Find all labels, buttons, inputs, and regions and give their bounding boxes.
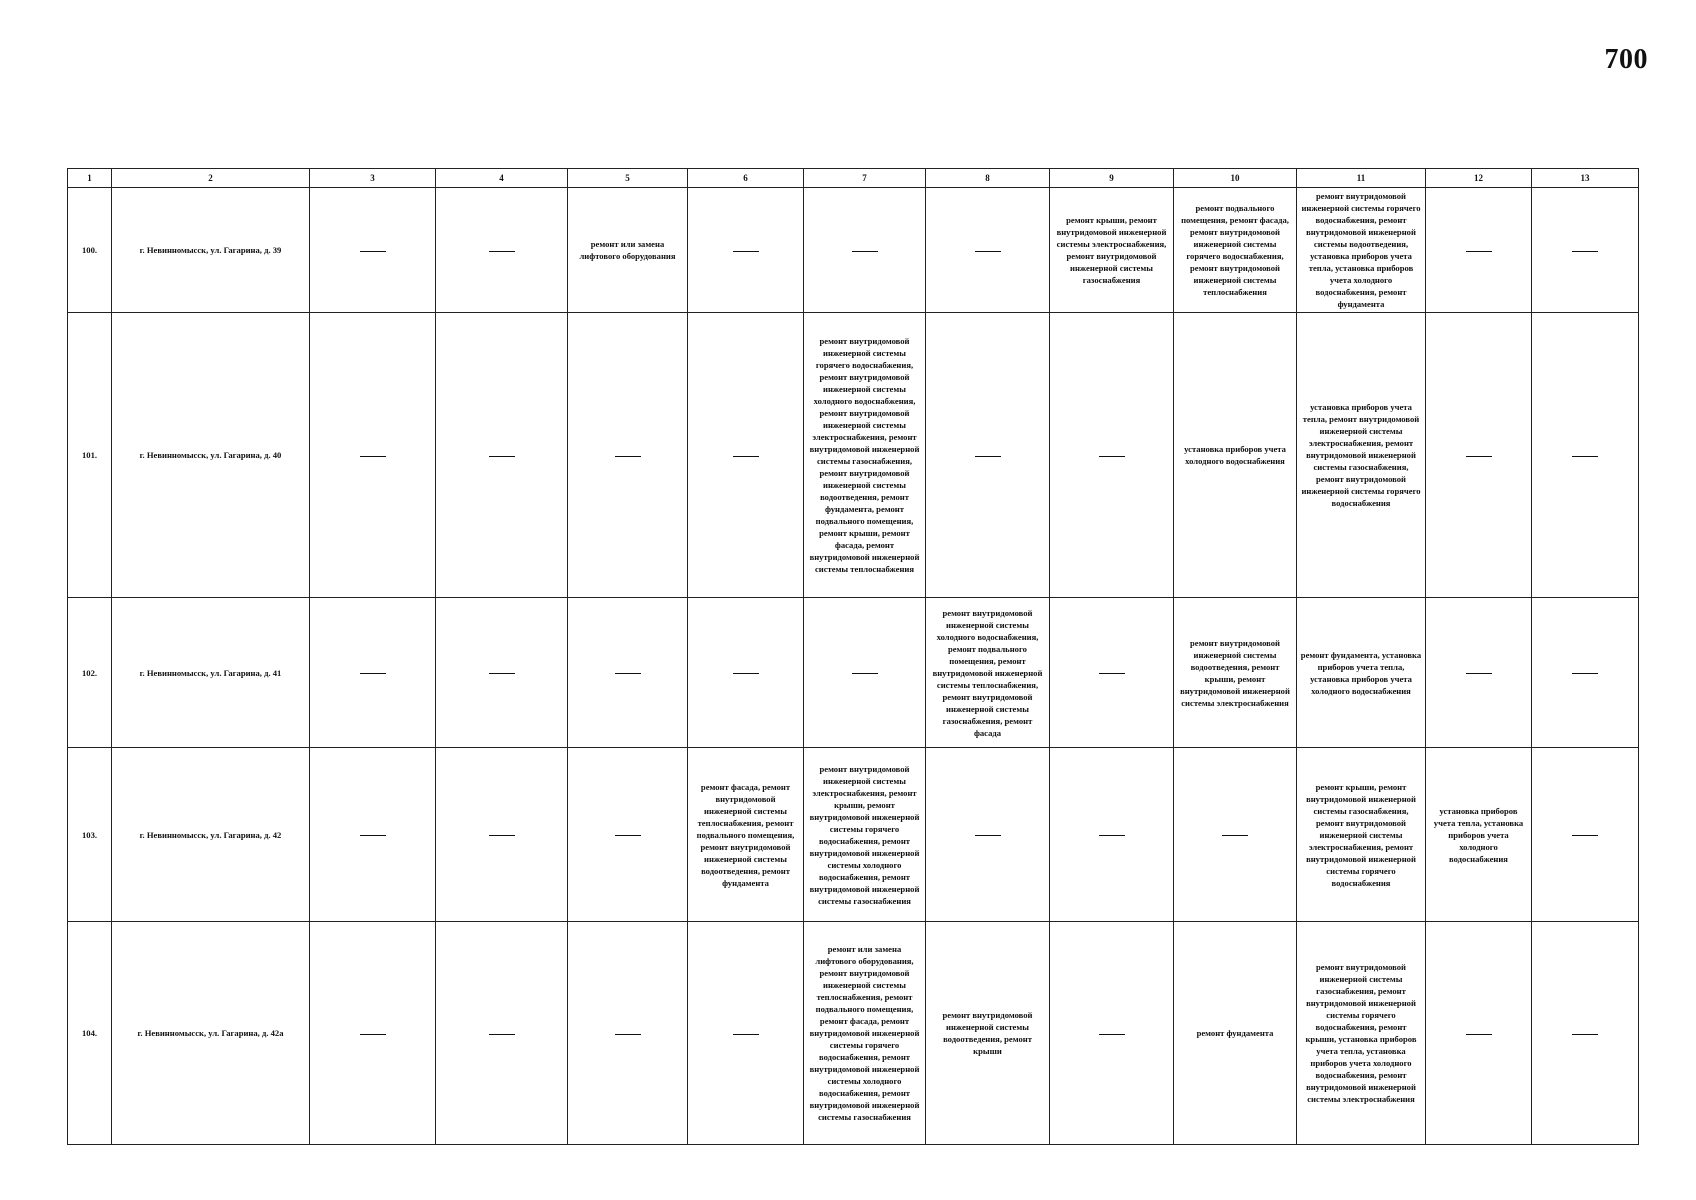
dash-mark <box>1572 251 1598 252</box>
table-row <box>68 748 1639 922</box>
dash-mark <box>1466 251 1492 252</box>
empty-dash-cell <box>1426 598 1532 748</box>
dash-mark <box>1099 673 1125 674</box>
work-type-cell: ремонт внутридомовой инженерной системы горячего водоснабжения, ремонт внутридомовой инженерной системы водоотведения, установка приборов учета тепла, установка приборов учета холодного водоснабжения, ремонт фундамента <box>1297 188 1426 313</box>
column-number-header: 1 <box>68 169 112 188</box>
dash-mark <box>360 251 386 252</box>
empty-dash-cell <box>310 188 436 313</box>
work-type-cell: ремонт подвального помещения, ремонт фасада, ремонт внутридомовой инженерной системы горячего водоснабжения, ремонт внутридомовой инженерной системы теплоснабжения <box>1174 188 1297 313</box>
address-cell: г. Невинномысск, ул. Гагарина, д. 40 <box>112 313 310 598</box>
empty-dash-cell <box>568 598 688 748</box>
empty-dash-cell <box>1532 313 1639 598</box>
dash-mark <box>852 251 878 252</box>
empty-dash-cell <box>688 922 804 1145</box>
empty-dash-cell <box>1050 598 1174 748</box>
work-type-cell: ремонт фундамента, установка приборов учета тепла, установка приборов учета холодного водоснабжения <box>1297 598 1426 748</box>
empty-dash-cell <box>688 188 804 313</box>
empty-dash-cell <box>926 313 1050 598</box>
dash-mark <box>360 456 386 457</box>
dash-mark <box>489 456 515 457</box>
row-number: 104. <box>68 922 112 1145</box>
dash-mark <box>615 835 641 836</box>
dash-mark <box>1099 456 1125 457</box>
work-type-cell: ремонт внутридомовой инженерной системы горячего водоснабжения, ремонт внутридомовой инженерной системы холодного водоснабжения, ремонт внутридомовой инженерной системы электроснабжения, ремонт внутридомовой инженерной системы газоснабжения, ремонт внутридомовой инженерной системы водоотведения, ремонт фундамента, ремонт подвального помещения, ремонт крыши, ремонт фасада, ремонт внутридомовой инженерной системы теплоснабжения <box>804 313 926 598</box>
empty-dash-cell <box>436 748 568 922</box>
column-number-header: 10 <box>1174 169 1297 188</box>
empty-dash-cell <box>1050 748 1174 922</box>
empty-dash-cell <box>1532 748 1639 922</box>
work-type-cell: ремонт внутридомовой инженерной системы электроснабжения, ремонт крыши, ремонт внутридомовой инженерной системы горячего водоснабжения, ремонт внутридомовой инженерной системы холодного водоснабжения, ремонт внутридомовой инженерной системы газоснабжения <box>804 748 926 922</box>
column-number-header: 13 <box>1532 169 1639 188</box>
row-number: 101. <box>68 313 112 598</box>
dash-mark <box>1466 673 1492 674</box>
empty-dash-cell <box>310 598 436 748</box>
address-cell: г. Невинномысск, ул. Гагарина, д. 42 <box>112 748 310 922</box>
empty-dash-cell <box>688 598 804 748</box>
work-type-cell: ремонт фундамента <box>1174 922 1297 1145</box>
work-type-cell: ремонт внутридомовой инженерной системы холодного водоснабжения, ремонт подвального помещения, ремонт внутридомовой инженерной системы теплоснабжения, ремонт внутридомовой инженерной системы газоснабжения, ремонт фасада <box>926 598 1050 748</box>
empty-dash-cell <box>1532 188 1639 313</box>
dash-mark <box>733 1034 759 1035</box>
empty-dash-cell <box>436 598 568 748</box>
column-number-header: 8 <box>926 169 1050 188</box>
work-type-cell: ремонт фасада, ремонт внутридомовой инженерной системы теплоснабжения, ремонт подвального помещения, ремонт внутридомовой инженерной системы водоотведения, ремонт фундамента <box>688 748 804 922</box>
empty-dash-cell <box>568 313 688 598</box>
dash-mark <box>1466 456 1492 457</box>
empty-dash-cell <box>804 188 926 313</box>
empty-dash-cell <box>1532 922 1639 1145</box>
dash-mark <box>489 1034 515 1035</box>
work-type-cell: установка приборов учета холодного водоснабжения <box>1174 313 1297 598</box>
dash-mark <box>489 835 515 836</box>
dash-mark <box>733 456 759 457</box>
empty-dash-cell <box>1050 922 1174 1145</box>
dash-mark <box>975 835 1001 836</box>
column-number-header: 12 <box>1426 169 1532 188</box>
dash-mark <box>733 251 759 252</box>
work-type-cell: ремонт крыши, ремонт внутридомовой инженерной системы электроснабжения, ремонт внутридомовой инженерной системы газоснабжения <box>1050 188 1174 313</box>
dash-mark <box>360 673 386 674</box>
empty-dash-cell <box>310 313 436 598</box>
address-cell: г. Невинномысск, ул. Гагарина, д. 42а <box>112 922 310 1145</box>
dash-mark <box>1572 1034 1598 1035</box>
table-row <box>68 598 1639 748</box>
table-row <box>68 188 1639 313</box>
work-type-cell: ремонт внутридомовой инженерной системы водоотведения, ремонт крыши <box>926 922 1050 1145</box>
column-number-header: 2 <box>112 169 310 188</box>
dash-mark <box>615 673 641 674</box>
dash-mark <box>1099 1034 1125 1035</box>
dash-mark <box>489 251 515 252</box>
row-number: 100. <box>68 188 112 313</box>
work-type-cell: ремонт или замена лифтового оборудования <box>568 188 688 313</box>
page-number: 700 <box>1604 44 1648 75</box>
address-cell: г. Невинномысск, ул. Гагарина, д. 39 <box>112 188 310 313</box>
empty-dash-cell <box>568 748 688 922</box>
empty-dash-cell <box>926 748 1050 922</box>
work-type-cell: ремонт или замена лифтового оборудования, ремонт внутридомовой инженерной системы теплоснабжения, ремонт подвального помещения, ремонт фасада, ремонт внутридомовой инженерной системы горячего водоснабжения, ремонт внутридомовой инженерной системы холодного водоснабжения, ремонт внутридомовой инженерной системы газоснабжения <box>804 922 926 1145</box>
work-type-cell: установка приборов учета тепла, установка приборов учета холодного водоснабжения <box>1426 748 1532 922</box>
empty-dash-cell <box>436 313 568 598</box>
empty-dash-cell <box>436 188 568 313</box>
table-row <box>68 922 1639 1145</box>
empty-dash-cell <box>436 922 568 1145</box>
dash-mark <box>1572 673 1598 674</box>
work-type-cell: ремонт внутридомовой инженерной системы водоотведения, ремонт крыши, ремонт внутридомовой инженерной системы электроснабжения <box>1174 598 1297 748</box>
empty-dash-cell <box>1426 188 1532 313</box>
dash-mark <box>1466 1034 1492 1035</box>
empty-dash-cell <box>1532 598 1639 748</box>
column-number-header: 5 <box>568 169 688 188</box>
column-number-header: 4 <box>436 169 568 188</box>
work-type-cell: ремонт внутридомовой инженерной системы газоснабжения, ремонт внутридомовой инженерной системы горячего водоснабжения, ремонт крыши, установка приборов учета тепла, установка приборов учета холодного водоснабжения, ремонт внутридомовой инженерной системы электроснабжения <box>1297 922 1426 1145</box>
column-number-header: 6 <box>688 169 804 188</box>
empty-dash-cell <box>1426 313 1532 598</box>
dash-mark <box>489 673 515 674</box>
dash-mark <box>975 251 1001 252</box>
work-type-cell: ремонт крыши, ремонт внутридомовой инженерной системы газоснабжения, ремонт внутридомовой инженерной системы электроснабжения, ремонт внутридомовой инженерной системы горячего водоснабжения <box>1297 748 1426 922</box>
dash-mark <box>975 456 1001 457</box>
empty-dash-cell <box>310 922 436 1145</box>
row-number: 103. <box>68 748 112 922</box>
empty-dash-cell <box>1050 313 1174 598</box>
dash-mark <box>360 1034 386 1035</box>
dash-mark <box>852 673 878 674</box>
empty-dash-cell <box>1426 922 1532 1145</box>
table-row <box>68 313 1639 598</box>
dash-mark <box>1099 835 1125 836</box>
row-number: 102. <box>68 598 112 748</box>
dash-mark <box>615 1034 641 1035</box>
column-number-header: 11 <box>1297 169 1426 188</box>
dash-mark <box>733 673 759 674</box>
dash-mark <box>1572 456 1598 457</box>
empty-dash-cell <box>804 598 926 748</box>
column-number-header: 3 <box>310 169 436 188</box>
empty-dash-cell <box>310 748 436 922</box>
empty-dash-cell <box>568 922 688 1145</box>
dash-mark <box>360 835 386 836</box>
work-type-cell: установка приборов учета тепла, ремонт внутридомовой инженерной системы электроснабжения, ремонт внутридомовой инженерной системы газоснабжения, ремонт внутридомовой инженерной системы горячего водоснабжения <box>1297 313 1426 598</box>
empty-dash-cell <box>926 188 1050 313</box>
dash-mark <box>615 456 641 457</box>
empty-dash-cell <box>688 313 804 598</box>
column-number-row <box>68 169 1639 188</box>
repair-schedule-table <box>67 168 1639 1145</box>
column-number-header: 7 <box>804 169 926 188</box>
address-cell: г. Невинномысск, ул. Гагарина, д. 41 <box>112 598 310 748</box>
dash-mark <box>1222 835 1248 836</box>
column-number-header: 9 <box>1050 169 1174 188</box>
empty-dash-cell <box>1174 748 1297 922</box>
dash-mark <box>1572 835 1598 836</box>
